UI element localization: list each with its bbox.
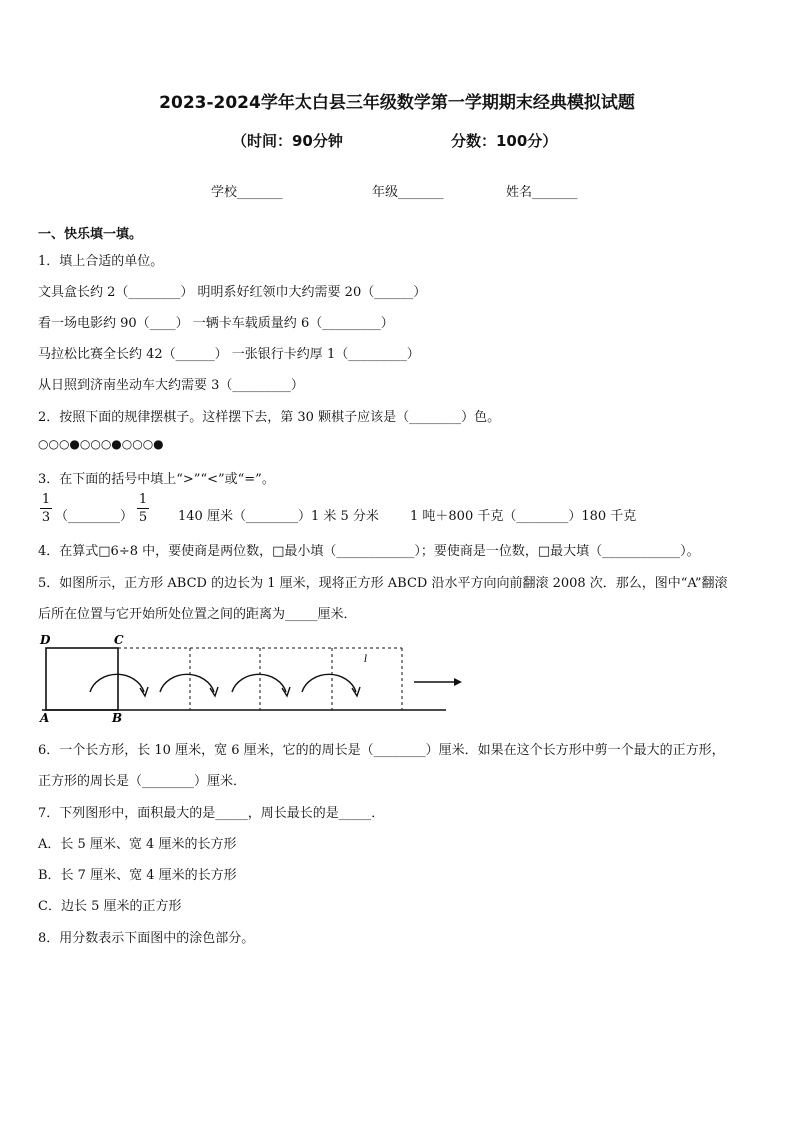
fraction-one-third: [40, 492, 52, 525]
question-5-line-2: 后所在位置与它开始所处位置之间的距离为_____厘米．: [38, 607, 357, 622]
question-1-line-1: 文具盒长约 2（________） 明明系好红领巾大约需要 20（______）: [38, 285, 427, 300]
compare-item-3: 1 吨＋800 千克（________）180 千克: [410, 509, 637, 524]
question-4: 4．在算式□6÷8 中，要使商是两位数，□最小填（____________）；要使商是一位数，□最大填（____________）。: [38, 544, 700, 559]
chess-pattern: ○○○●○○○●○○○●: [38, 437, 164, 451]
page-title: 2023-2024学年太白县三年级数学第一学期期末经典模拟试题: [159, 93, 635, 113]
label-b: B: [112, 711, 123, 724]
label-mark: l: [364, 654, 368, 665]
rolling-square-figure: [36, 632, 476, 724]
fraction-bar: [40, 508, 52, 509]
fraction-denominator: 5: [138, 510, 148, 525]
compare-item-2: 140 厘米（________）1 米 5 分米: [178, 509, 379, 524]
question-1-line-4: 从日照到济南坐动车大约需要 3（_________）: [38, 378, 304, 393]
question-7-option-c: C．边长 5 厘米的正方形: [38, 899, 182, 914]
question-5-line-1: 5．如图所示，正方形 ABCD 的边长为 1 厘米，现将正方形 ABCD 沿水平方向向前翻滚 2008 次．那么，图中“A”翻滚: [38, 576, 728, 591]
roll-arrow-icon: [302, 674, 356, 692]
question-1-line-2: 看一场电影约 90（____） 一辆卡车载质量约 6（_________）: [38, 316, 394, 331]
direction-arrowhead-icon: [454, 678, 462, 686]
exam-time: （时间：90分钟: [232, 132, 343, 150]
section-heading: 一、快乐填一填。: [38, 227, 143, 242]
roll-arrow-icon: [90, 674, 144, 692]
exam-score: 分数：100分）: [451, 132, 558, 150]
question-7-stem: 7．下列图形中，面积最大的是_____，周长最长的是_____．: [38, 806, 385, 821]
question-3-stem: 3．在下面的括号中填上“>”“<”或“=”。: [38, 472, 275, 487]
fraction-numerator: 1: [138, 492, 148, 507]
roll-arrow-icon: [232, 674, 286, 692]
square-abcd: [46, 648, 118, 710]
question-6-line-1: 6．一个长方形，长 10 厘米，宽 6 厘米，它的的周长是（________）厘米．如果在这个长方形中剪一个最大的正方形，: [38, 743, 725, 758]
school-field: 学校_______: [211, 185, 283, 200]
question-1-stem: 1．填上合适的单位。: [38, 254, 164, 269]
question-8: 8．用分数表示下面图中的涂色部分。: [38, 931, 255, 946]
dashed-squares: [118, 648, 402, 710]
question-7-option-b: B．长 7 厘米、宽 4 厘米的长方形: [38, 868, 237, 883]
label-a: A: [40, 711, 50, 724]
roll-arrow-icon: [160, 674, 214, 692]
grade-field: 年级_______: [372, 185, 444, 200]
fraction-numerator: 1: [41, 492, 51, 507]
fraction-one-fifth: [137, 492, 149, 525]
label-c: C: [114, 633, 124, 647]
compare-blank-1: （________）: [55, 509, 134, 524]
question-2-stem: 2．按照下面的规律摆棋子。这样摆下去，第 30 颗棋子应该是（________）色。: [38, 410, 501, 425]
question-6-line-2: 正方形的周长是（________）厘米．: [38, 774, 247, 789]
label-d: D: [40, 633, 51, 647]
question-7-option-a: A．长 5 厘米、宽 4 厘米的长方形: [38, 837, 237, 852]
question-1-line-3: 马拉松比赛全长约 42（______） 一张银行卡约厚 1（_________）: [38, 347, 420, 362]
name-field: 姓名_______: [506, 185, 578, 200]
fraction-denominator: 3: [41, 510, 51, 525]
fraction-bar: [137, 508, 149, 509]
roll-arrows: [90, 674, 360, 696]
